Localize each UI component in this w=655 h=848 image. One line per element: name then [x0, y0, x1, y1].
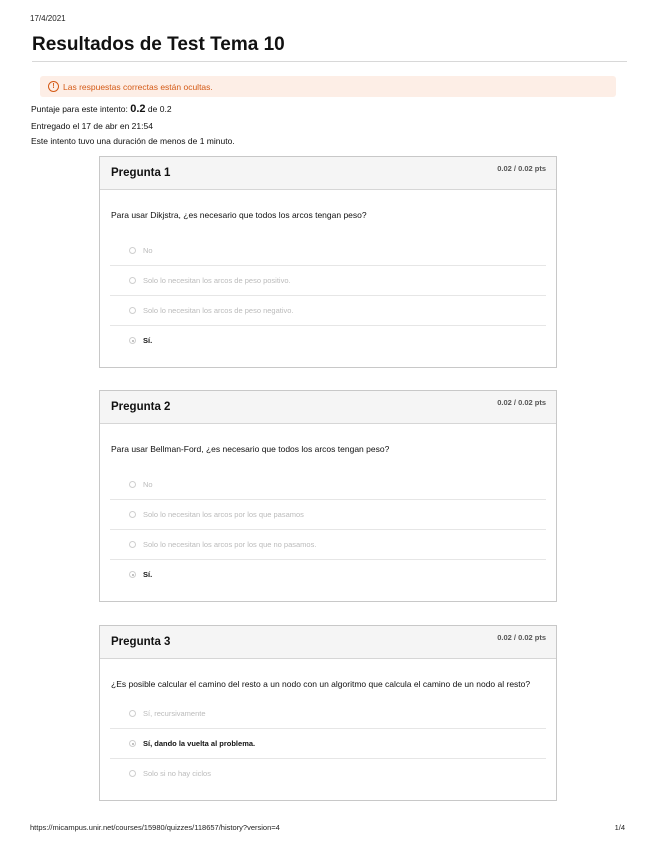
question-text: Para usar Bellman-Ford, ¿es necesario que todos los arcos tengan peso?	[111, 444, 390, 454]
answer-label: Solo lo necesitan los arcos por los que no pasamos.	[143, 540, 317, 549]
warning-circle-icon: !	[48, 81, 59, 92]
page-title: Resultados de Test Tema 10	[32, 34, 285, 55]
question-card	[99, 156, 557, 368]
question-points: 0.02 / 0.02 pts	[497, 633, 546, 642]
answer-option	[110, 266, 546, 296]
radio-icon	[129, 511, 136, 518]
radio-icon	[129, 307, 136, 314]
question-card	[99, 390, 557, 602]
answer-option	[110, 699, 546, 729]
answer-option	[110, 236, 546, 266]
radio-icon	[129, 541, 136, 548]
footer-page-number: 1/4	[614, 823, 625, 832]
answer-option-selected	[110, 729, 546, 759]
question-header	[100, 626, 556, 659]
answer-label: Sí.	[143, 570, 153, 579]
radio-icon	[129, 277, 136, 284]
answer-label: Sí, recursivamente	[143, 709, 206, 718]
answer-label: Sí, dando la vuelta al problema.	[143, 739, 256, 748]
question-title: Pregunta 1	[111, 167, 171, 179]
question-title: Pregunta 3	[111, 636, 171, 648]
attempt-duration: Este intento tuvo una duración de menos de 1 minuto.	[31, 136, 235, 146]
question-points: 0.02 / 0.02 pts	[497, 398, 546, 407]
answer-label: Sí.	[143, 336, 153, 345]
radio-icon	[129, 247, 136, 254]
answer-label: Solo lo necesitan los arcos por los que pasamos	[143, 510, 304, 519]
answer-list	[110, 470, 546, 589]
question-points: 0.02 / 0.02 pts	[497, 164, 546, 173]
notice-text: Las respuestas correctas están ocultas.	[63, 81, 213, 92]
radio-icon	[129, 770, 136, 777]
question-header	[100, 157, 556, 190]
answer-label: Solo lo necesitan los arcos de peso positivo.	[143, 276, 291, 285]
answer-label: No	[143, 246, 153, 255]
answer-label: Solo lo necesitan los arcos de peso negativo.	[143, 306, 294, 315]
question-title: Pregunta 2	[111, 401, 171, 413]
attempt-score: Puntaje para este intento: 0.2 de 0.2	[31, 103, 172, 115]
footer-url: https://micampus.unir.net/courses/15980/quizzes/118657/history?version=4	[30, 823, 280, 832]
score-value: 0.2	[130, 103, 146, 115]
answer-label: Solo si no hay ciclos	[143, 769, 211, 778]
question-card	[99, 625, 557, 801]
answer-option	[110, 470, 546, 500]
radio-icon	[129, 710, 136, 717]
answer-list	[110, 699, 546, 788]
answer-option-selected	[110, 326, 546, 355]
question-header	[100, 391, 556, 424]
answer-list	[110, 236, 546, 355]
answer-option-selected	[110, 560, 546, 589]
radio-checked-icon	[129, 740, 136, 747]
answer-label: No	[143, 480, 153, 489]
radio-checked-icon	[129, 337, 136, 344]
print-date: 17/4/2021	[30, 14, 66, 23]
question-text: Para usar Dikjstra, ¿es necesario que todos los arcos tengan peso?	[111, 210, 367, 220]
title-divider	[32, 61, 627, 62]
answer-option	[110, 500, 546, 530]
attempt-submitted: Entregado el 17 de abr en 21:54	[31, 121, 153, 131]
radio-icon	[129, 481, 136, 488]
question-text: ¿Es posible calcular el camino del resto a un nodo con un algoritmo que calcula el camino de un nodo al resto?	[111, 679, 531, 689]
answer-option	[110, 530, 546, 560]
hidden-answers-notice	[40, 76, 616, 97]
radio-checked-icon	[129, 571, 136, 578]
answer-option	[110, 296, 546, 326]
answer-option	[110, 759, 546, 788]
